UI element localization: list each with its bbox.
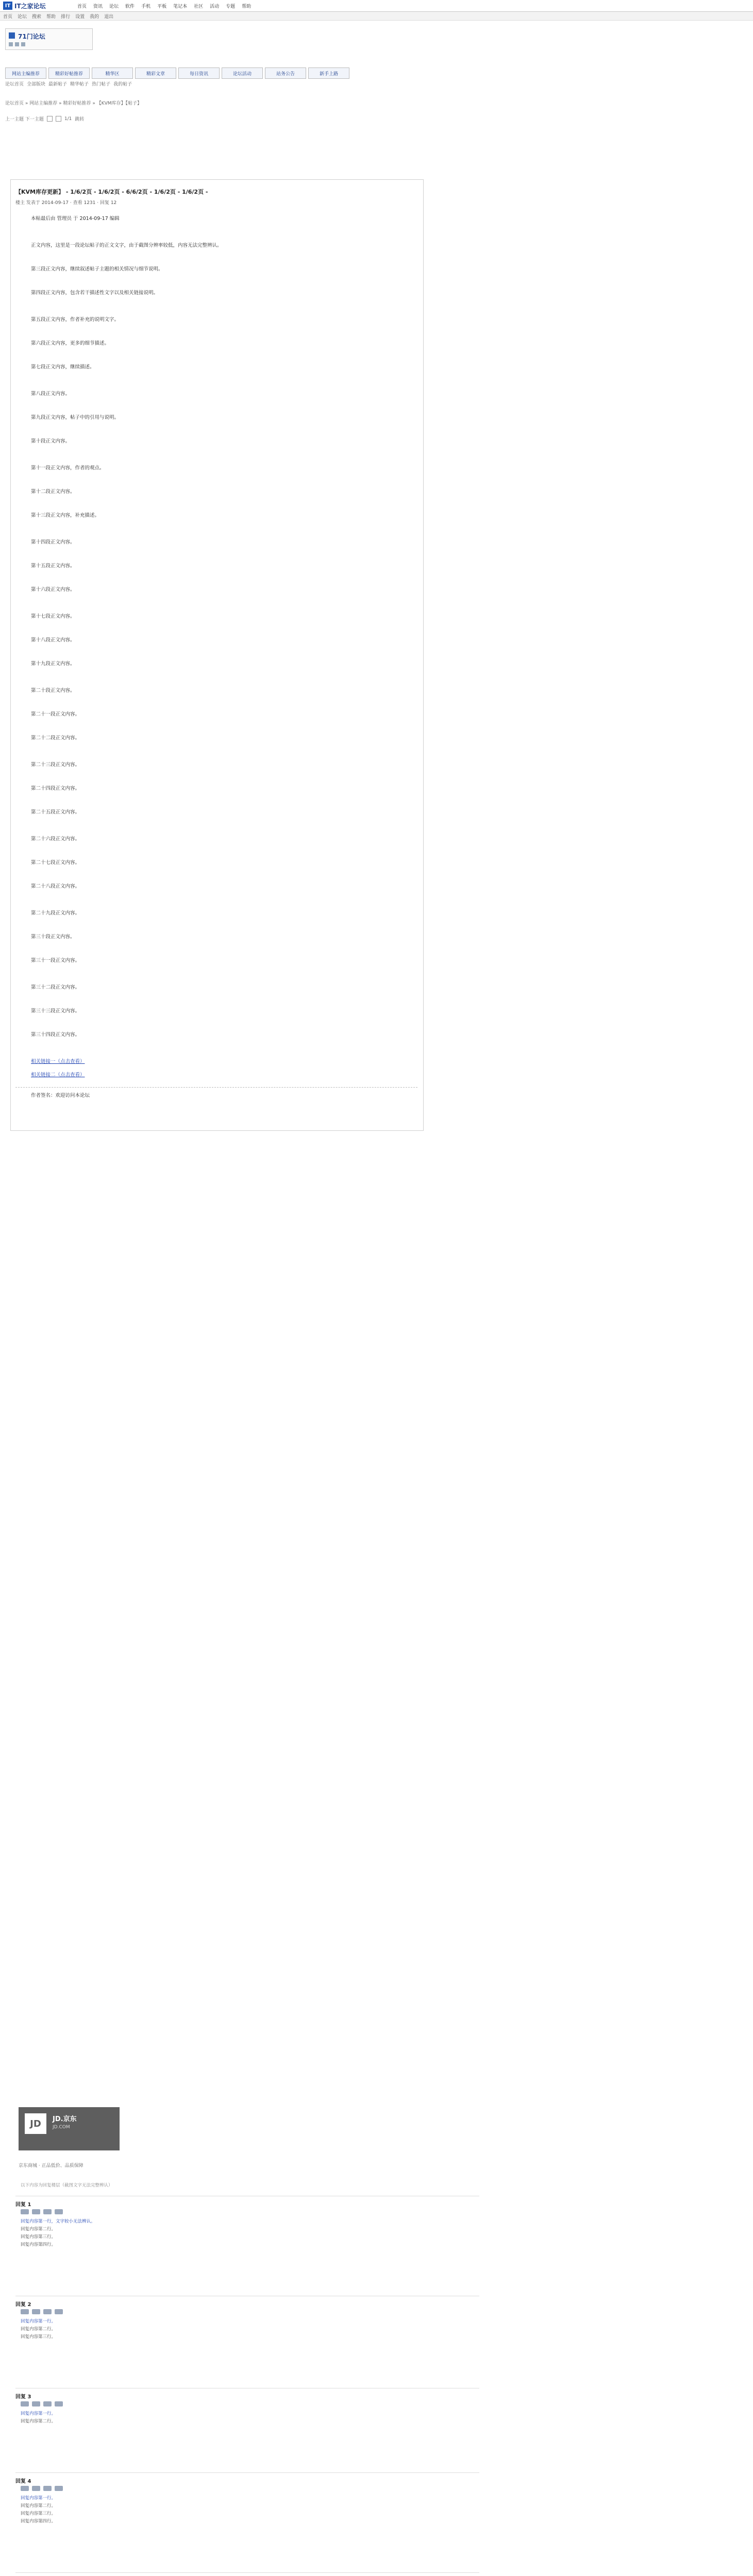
quote-icon[interactable]: [21, 2486, 29, 2491]
channel-link[interactable]: 最新帖子: [48, 82, 68, 87]
post-paragraph: 第三十二段正文内容。: [31, 985, 80, 990]
channel-tab[interactable]: 精彩好帖推荐: [48, 67, 90, 79]
quote-icon[interactable]: [21, 2309, 29, 2314]
logo-text: IT之家论坛: [14, 2, 46, 10]
reply-actions: [21, 2209, 63, 2214]
top-nav-item[interactable]: 手机: [141, 4, 151, 9]
sub-nav-item[interactable]: 设置: [75, 14, 85, 20]
reply-line: 回复内容第二行。: [21, 2503, 56, 2509]
quote-icon[interactable]: [21, 2209, 29, 2214]
top-nav-item[interactable]: 论坛: [109, 4, 119, 9]
reply-line: 回复内容第一行。: [21, 2496, 56, 2501]
pager-pages: 1/1: [64, 116, 72, 122]
post-signature: 作者签名：欢迎访问本论坛: [31, 1093, 90, 1098]
jd-sub: JD.COM: [53, 2125, 70, 2130]
post-paragraph: 第二十九段正文内容。: [31, 910, 80, 916]
reply-line: 回复内容第一行。: [21, 2319, 56, 2324]
reply-actions: [21, 2486, 63, 2491]
share-icon[interactable]: [21, 42, 25, 46]
jd-caption: 京东商城 · 正品低价、品质保障: [19, 2163, 83, 2168]
breadcrumb[interactable]: 论坛首页 » 网站主编推荐 » 精彩好帖推荐 » 【KVM库存】【帖子】: [5, 101, 142, 106]
next-icon[interactable]: [56, 116, 61, 122]
reply-actions: [21, 2309, 63, 2314]
quote-icon[interactable]: [21, 2401, 29, 2406]
sub-nav-item[interactable]: 我的: [90, 14, 99, 20]
post-paragraph: 第二十段正文内容。: [31, 688, 75, 693]
channel-tab[interactable]: 站务公告: [265, 67, 306, 79]
jd-name: JD.京东: [53, 2115, 77, 2123]
channel-bar: [5, 67, 349, 79]
reply-line: 回复内容第二行。: [21, 2327, 56, 2332]
replies-intro: 以下内容为回复楼层（截图文字无法完整辨认）: [21, 2183, 113, 2188]
reply-line: 回复内容第三行。: [21, 2334, 56, 2340]
post-paragraph: 第十七段正文内容。: [31, 614, 75, 619]
report-icon[interactable]: [55, 2209, 63, 2214]
logo-mark-icon: IT: [3, 2, 12, 10]
jd-ad-banner[interactable]: [19, 2107, 120, 2150]
site-icon: [9, 32, 15, 39]
sub-nav-item[interactable]: 搜索: [32, 14, 42, 20]
top-nav-item[interactable]: 活动: [210, 4, 220, 9]
top-nav-item[interactable]: 社区: [194, 4, 204, 9]
report-icon[interactable]: [55, 2309, 63, 2314]
post-paragraph: 第二十七段正文内容。: [31, 860, 80, 866]
top-bar: [0, 0, 753, 12]
channel-tab[interactable]: 网站主编推荐: [5, 67, 46, 79]
top-nav-item[interactable]: 软件: [125, 4, 135, 9]
channel-tab[interactable]: 每日资讯: [178, 67, 220, 79]
reply-line: 回复内容第三行。: [21, 2234, 56, 2240]
top-nav: [77, 3, 251, 9]
post-paragraph: 第五段正文内容，作者补充的说明文字。: [31, 317, 120, 323]
like-icon[interactable]: [43, 2309, 52, 2314]
reply-line: 回复内容第一行，文字较小无法辨认。: [21, 2219, 95, 2224]
post-paragraph: 第十一段正文内容，作者的观点。: [31, 465, 105, 471]
post-paragraph: 第十三段正文内容，补充描述。: [31, 513, 100, 518]
site-name[interactable]: 71门论坛: [18, 33, 45, 40]
mail-icon[interactable]: [15, 42, 19, 46]
report-icon[interactable]: [55, 2401, 63, 2406]
reply-line: 回复内容第四行。: [21, 2242, 56, 2247]
reply-line: 回复内容第二行。: [21, 2419, 56, 2424]
channel-link[interactable]: 精华帖子: [70, 82, 89, 87]
reply-icon[interactable]: [32, 2209, 40, 2214]
post-paragraph: 第二十八段正文内容。: [31, 884, 80, 889]
top-nav-item[interactable]: 资讯: [93, 4, 103, 9]
sub-nav-item[interactable]: 排行: [61, 14, 71, 20]
reply-icon[interactable]: [32, 2401, 40, 2406]
jd-logo-icon: JD: [25, 2113, 46, 2134]
post-paragraph: 第三十一段正文内容。: [31, 958, 80, 963]
reply-line: 回复内容第四行。: [21, 2519, 56, 2524]
top-nav-item[interactable]: 帮助: [242, 4, 252, 9]
channel-tab[interactable]: 精华区: [92, 67, 133, 79]
reply-title: 回复 1: [15, 2202, 31, 2208]
reply-actions: [21, 2401, 63, 2406]
post-paragraph: 第二十二段正文内容。: [31, 735, 80, 741]
channel-link[interactable]: 全部版块: [27, 82, 46, 87]
post-paragraph: 第十八段正文内容。: [31, 637, 75, 643]
like-icon[interactable]: [43, 2401, 52, 2406]
post-title: 【KVM库存更新】 - 1/6/2页 - 1/6/2页 - 6/6/2页 - 1/6/2页 - 1/6/2页 -: [15, 189, 208, 195]
reply-icon[interactable]: [32, 2309, 40, 2314]
reply-title: 回复 3: [15, 2394, 31, 2400]
top-nav-item[interactable]: 笔记本: [173, 4, 188, 9]
rss-icon[interactable]: [9, 42, 13, 46]
post-paragraph: 第三十段正文内容。: [31, 934, 75, 940]
reply-icon[interactable]: [32, 2486, 40, 2491]
channel-tab[interactable]: 论坛活动: [222, 67, 263, 79]
like-icon[interactable]: [43, 2209, 52, 2214]
post-paragraph: 第十九段正文内容。: [31, 661, 75, 667]
top-nav-item[interactable]: 首页: [77, 4, 87, 9]
mini-icons: [9, 42, 25, 46]
post-paragraph: 第十段正文内容。: [31, 438, 71, 444]
channel-link[interactable]: 我的帖子: [113, 82, 132, 87]
site-logo[interactable]: [3, 2, 46, 10]
reply-divider: [15, 2472, 479, 2473]
channel-tab[interactable]: 新手上路: [308, 67, 349, 79]
post-paragraph: 第七段正文内容，继续描述。: [31, 364, 95, 370]
post-paragraph: 第二十五段正文内容。: [31, 809, 80, 815]
post-paragraph: 第二十六段正文内容。: [31, 836, 80, 842]
post-paragraph: 第六段正文内容，更多的细节描述。: [31, 341, 110, 346]
report-icon[interactable]: [55, 2486, 63, 2491]
post-paragraph: 第十四段正文内容。: [31, 539, 75, 545]
post-link[interactable]: 相关链接一（点击查看）: [31, 1059, 85, 1064]
site-header-box: [5, 28, 93, 50]
channel-link[interactable]: 论坛首页: [5, 82, 24, 87]
post-paragraph: 第四段正文内容，包含若干描述性文字以及相关链接说明。: [31, 290, 159, 296]
post-paragraph: 第十二段正文内容。: [31, 489, 75, 495]
top-nav-item[interactable]: 平板: [157, 4, 167, 9]
reply-line: 回复内容第三行。: [21, 2511, 56, 2516]
post-paragraph: 正文内容，这里是一段论坛帖子的正文文字，由于截图分辨率较低，内容无法完整辨认。: [31, 243, 222, 248]
post-paragraph: 第十六段正文内容。: [31, 587, 75, 592]
channel-link[interactable]: 热门帖子: [92, 82, 111, 87]
pager-prefix[interactable]: 上一主题 下一主题: [5, 117, 44, 122]
reply-title: 回复 2: [15, 2302, 31, 2308]
post-paragraph: 第八段正文内容。: [31, 391, 71, 397]
post-paragraph: 第二十一段正文内容。: [31, 711, 80, 717]
reply-line: 回复内容第一行。: [21, 2411, 56, 2416]
post-paragraph: 第二十三段正文内容。: [31, 762, 80, 768]
post-paragraph: 第二十四段正文内容。: [31, 786, 80, 791]
post-paragraph: 第九段正文内容，帖子中的引用与说明。: [31, 415, 120, 420]
post-paragraph: 第三十三段正文内容。: [31, 1008, 80, 1014]
prev-icon[interactable]: [47, 116, 53, 122]
post-link[interactable]: 相关链接二（点击查看）: [31, 1072, 85, 1078]
reply-title: 回复 4: [15, 2479, 31, 2484]
post-paragraph: 第三段正文内容，继续叙述帖子主题的相关情况与细节说明。: [31, 266, 163, 272]
like-icon[interactable]: [43, 2486, 52, 2491]
reply-divider: [15, 2572, 479, 2573]
post-paragraph: 第十五段正文内容。: [31, 563, 75, 569]
sub-nav-item[interactable]: 帮助: [46, 14, 56, 20]
sub-nav-item[interactable]: 首页: [3, 14, 13, 20]
pager-row: [5, 115, 84, 122]
post-paragraph: 第三十四段正文内容。: [31, 1032, 80, 1038]
channel-tab[interactable]: 精彩文章: [135, 67, 176, 79]
post-separator: [15, 1087, 417, 1088]
sub-nav-item[interactable]: 退出: [104, 14, 114, 20]
top-nav-item[interactable]: 专题: [226, 4, 236, 9]
post-meta: 楼主 发表于 2014-09-17 · 查看 1231 · 回复 12: [15, 200, 117, 206]
channel-bar-secondary: [5, 80, 132, 87]
sub-nav-item[interactable]: 论坛: [18, 14, 27, 20]
sub-nav: [0, 12, 753, 21]
reply-line: 回复内容第二行。: [21, 2227, 56, 2232]
post-paragraph: 本帖最后由 管理员 于 2014-09-17 编辑: [31, 216, 120, 222]
pager-jump[interactable]: 跳转: [75, 117, 85, 122]
